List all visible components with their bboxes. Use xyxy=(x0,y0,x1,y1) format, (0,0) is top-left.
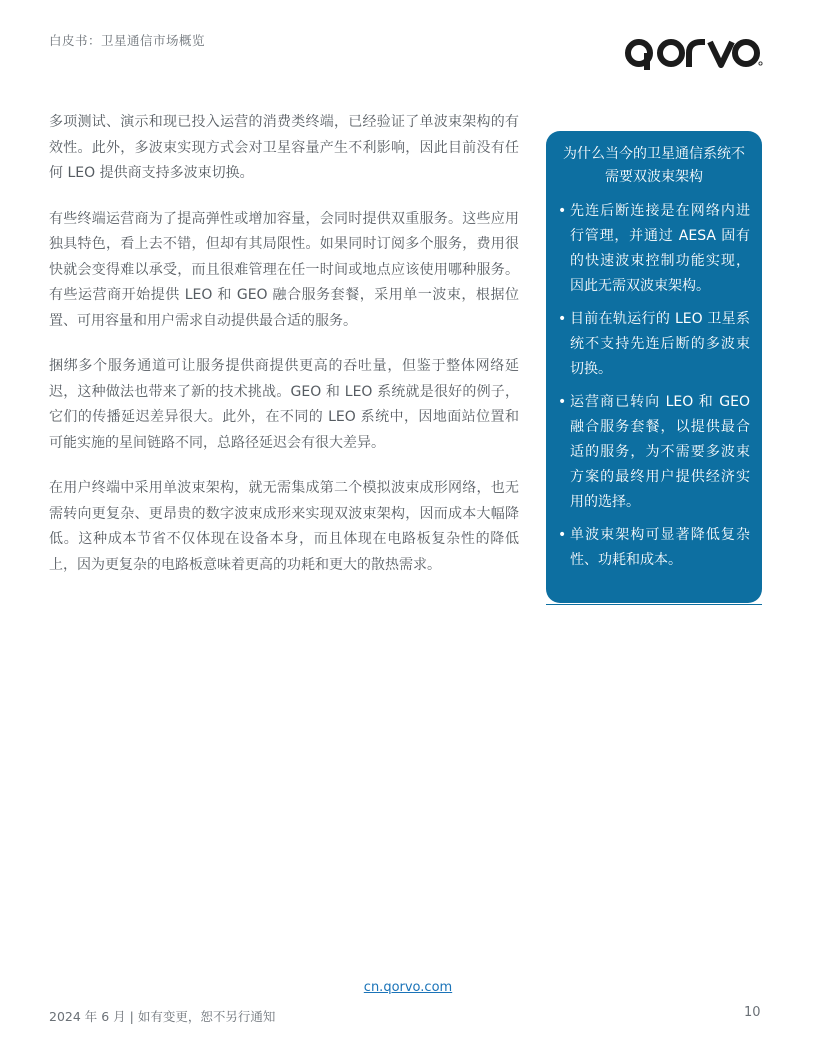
paragraph: 多项测试、演示和现已投入运营的消费类终端，已经验证了单波束架构的有效性。此外，多波束实现方式会对卫星容量产生不利影响，因此目前没有任何 LEO 提供商支持多波束切换。 xyxy=(49,114,519,181)
qorvo-logo xyxy=(622,34,764,74)
paragraph: 有些终端运营商为了提高弹性或增加容量，会同时提供双重服务。这些应用独具特色，看上去不错，但却有其局限性。如果同时订阅多个服务，费用很快就会变得难以承受，而且很难管理在任一时间或地点应该使用哪种服务。有些运营商开始提供 LEO 和 GEO 融合服务套餐，采用单一波束，根据位置、可用容量和用户需求自动提供最合适的服务。 xyxy=(49,210,519,329)
list-item xyxy=(558,307,750,382)
bullet-icon: • xyxy=(558,311,567,327)
website-link[interactable]: cn.qorvo.com xyxy=(363,980,453,995)
list-item-text: 单波束架构可显著降低复杂性、功耗和成本。 xyxy=(570,527,750,568)
paragraph: 在用户终端中采用单波束架构，就无需集成第二个模拟波束成形网络，也无需转向更复杂、更昂贵的数字波束成形来实现双波束架构，因而成本大幅降低。这种成本节省不仅体现在设备本身，而且体现在电路板复杂性的降低上，因为更复杂的电路板意味着更高的功耗和更大的散热需求。 xyxy=(49,480,519,573)
list-item xyxy=(558,199,750,299)
list-item-text: 运营商已转向 LEO 和 GEO 融合服务套餐，以提供最合适的服务，为不需要多波束方案的最终用户提供经济实用的选择。 xyxy=(570,394,750,510)
sidebar-callout xyxy=(546,131,762,603)
sidebar-list xyxy=(558,199,750,573)
list-item xyxy=(558,390,750,515)
sidebar-title: 为什么当今的卫星通信系统不需要双波束架构 xyxy=(563,146,745,185)
header-title: 白皮书：卫星通信市场概览 xyxy=(49,33,206,48)
main-content xyxy=(49,110,519,598)
qorvo-logo-mark xyxy=(622,34,764,74)
page-number: 10 xyxy=(744,1005,761,1020)
paragraph: 捆绑多个服务通道可让服务提供商提供更高的吞吐量，但鉴于整体网络延迟，这种做法也带来了新的技术挑战。GEO 和 LEO 系统就是很好的例子，它们的传播延迟差异很大。此外，在不同的 LEO 系统中，因地面站位置和可能实施的星间链路不同，总路径延迟会有很大差异。 xyxy=(49,358,519,451)
bullet-icon: • xyxy=(558,527,567,543)
bullet-icon: • xyxy=(558,203,567,219)
bullet-icon: • xyxy=(558,394,567,410)
footer-date-notice: 2024 年 6 月 | 如有变更，恕不另行通知 xyxy=(49,1009,276,1024)
sidebar-divider xyxy=(546,604,762,605)
list-item-text: 先连后断连接是在网络内进行管理，并通过 AESA 固有的快速波束控制功能实现，因此无需双波束架构。 xyxy=(570,203,750,294)
list-item xyxy=(558,523,750,573)
list-item-text: 目前在轨运行的 LEO 卫星系统不支持先连后断的多波束切换。 xyxy=(570,311,750,377)
